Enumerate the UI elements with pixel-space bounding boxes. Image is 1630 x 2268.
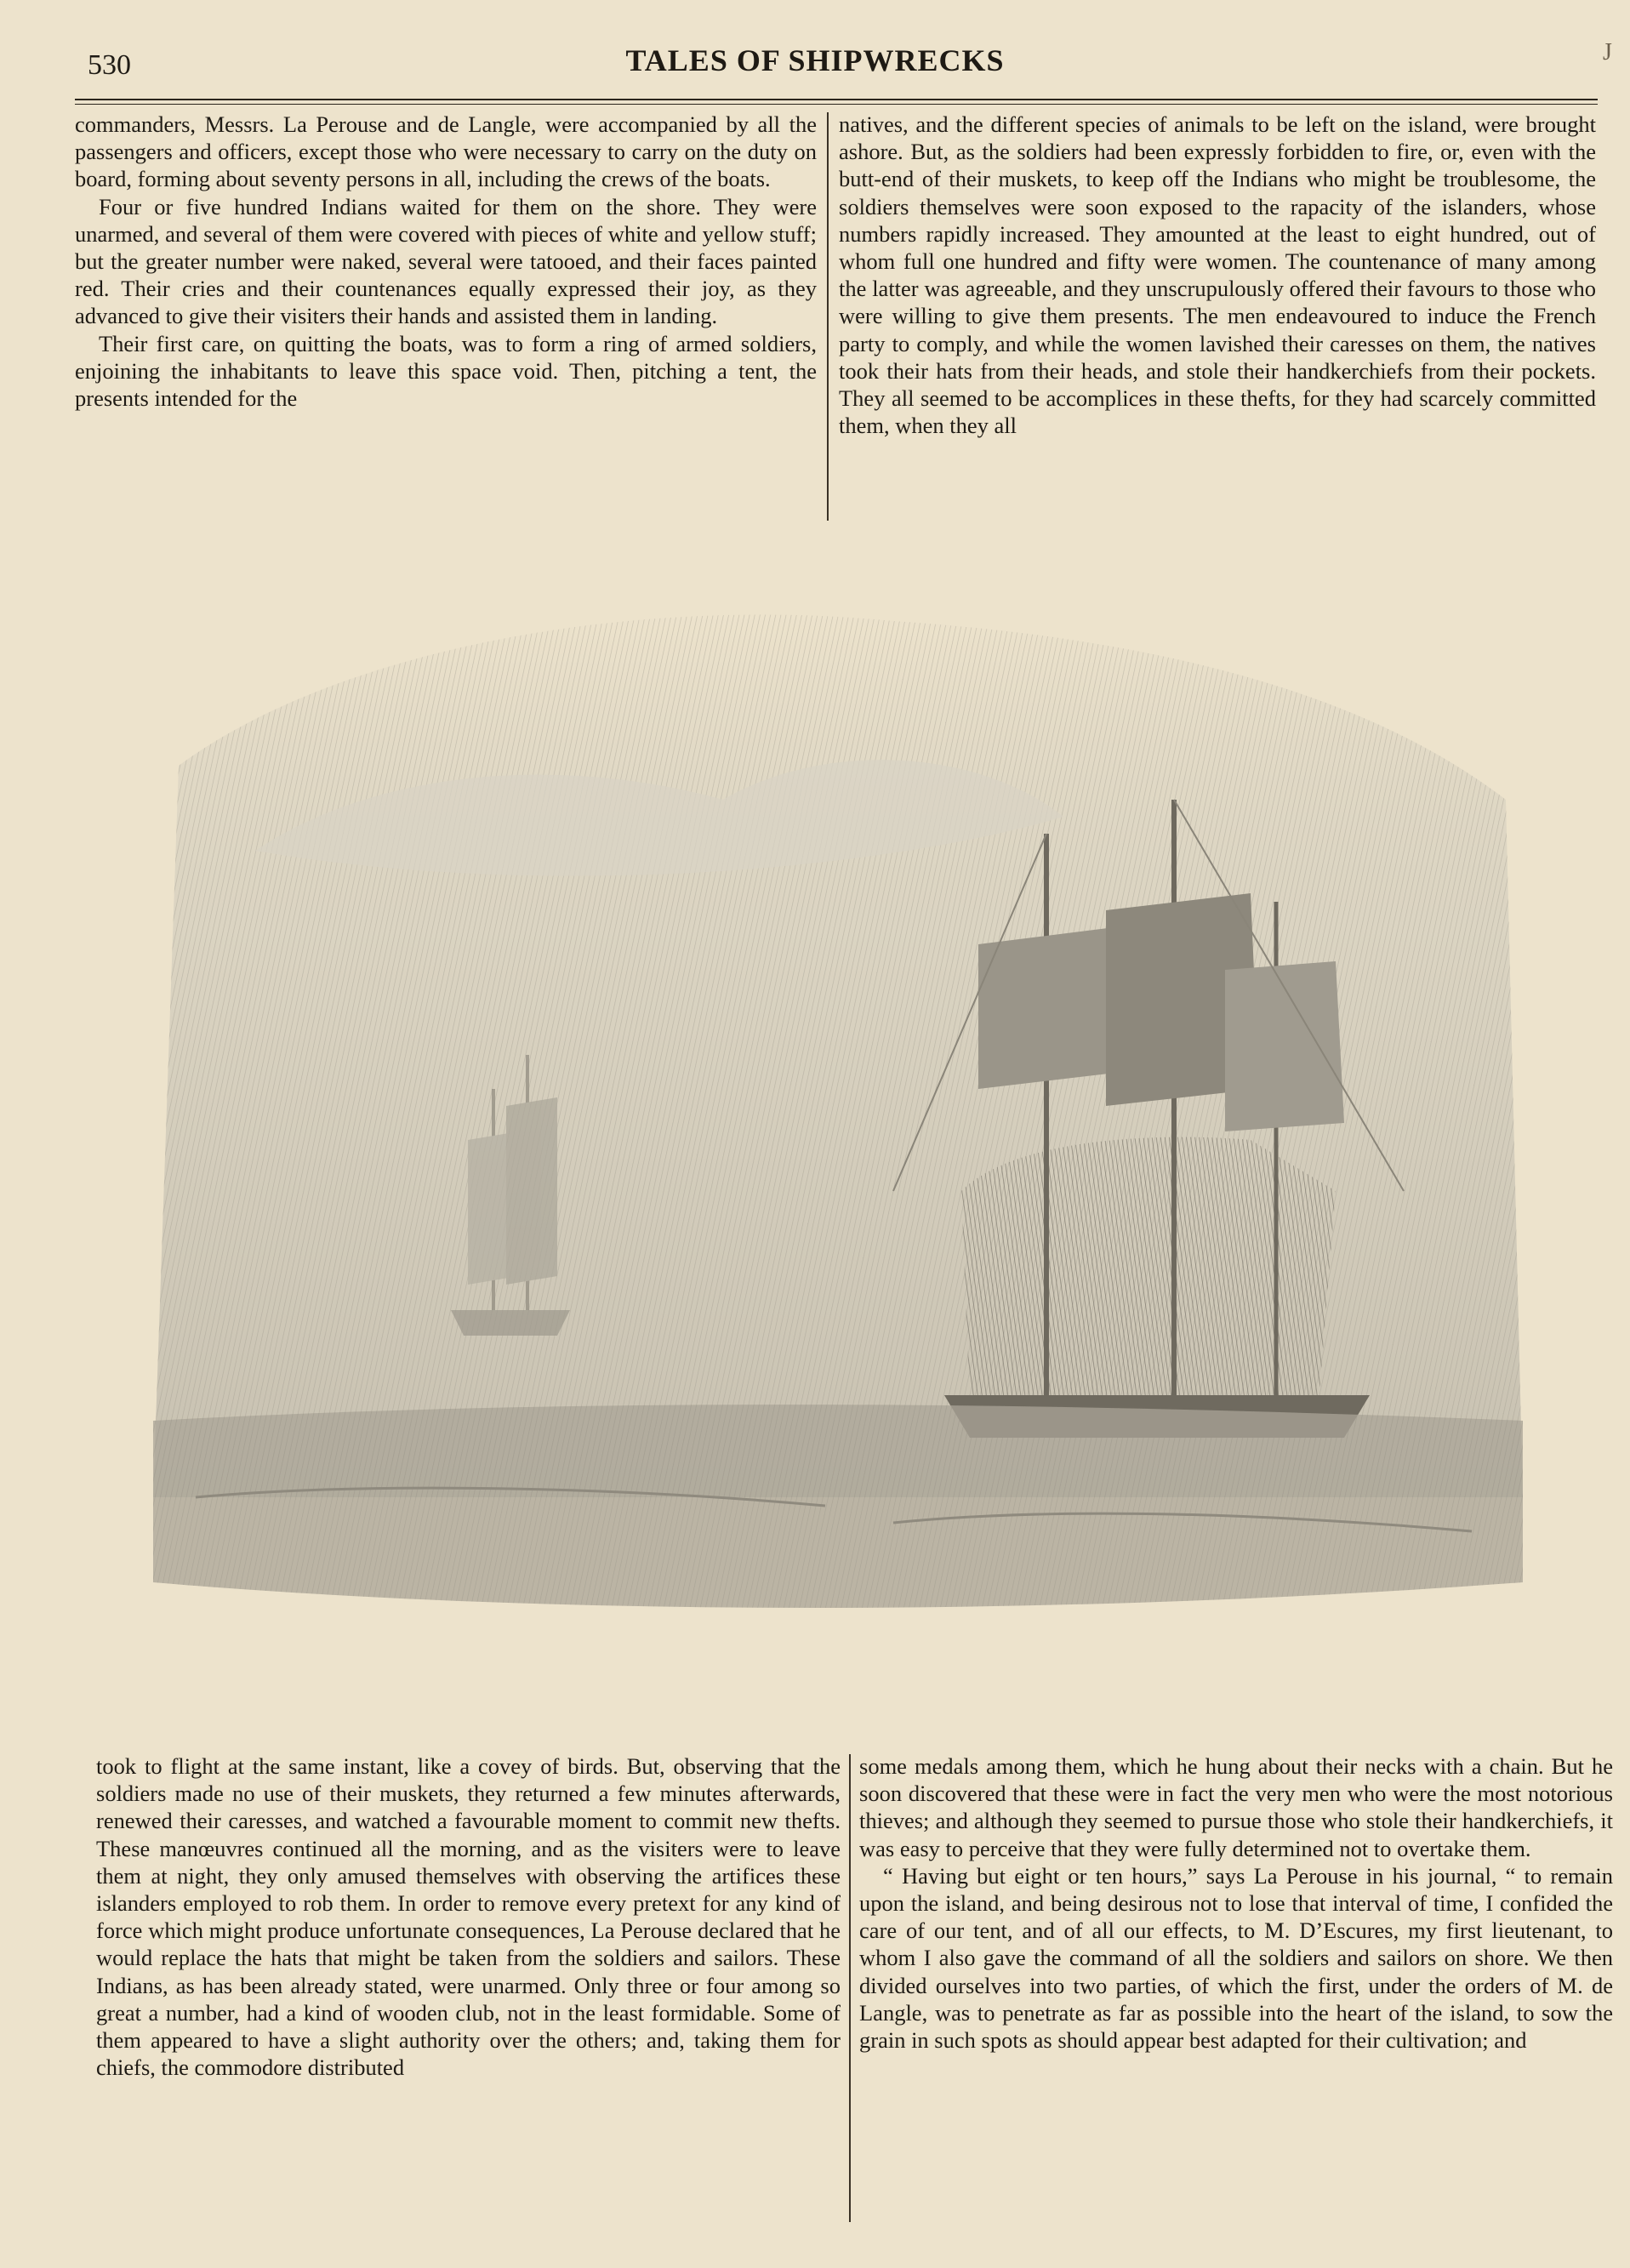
- paragraph: natives, and the different species of animals to be left on the island, were brought ashore. But, as the soldiers had been expressly forbidden to fire, or, even with the butt-end of their muskets, to keep off the Indians who might be troublesome, the soldiers themselves were soon exposed to the rapacity of the islanders, whose numbers rapidly increased. They amounted at the least to eight hundred, out of whom full one hundred and fifty were women. The countenance of many among the latter was agreeable, and they unscrupulously offered their favours to those who were willing to give them presents. The men endeavoured to induce the French party to comply, and while the women lavished their caresses on them, the natives took their hats from their heads, and stole their handkerchiefs from their pockets. They all seemed to be accomplices in these thefts, for they had scarcely committed them, when they all: [839, 111, 1596, 439]
- text-column-bottom-left: [96, 1752, 841, 2229]
- column-divider: [849, 1754, 851, 2222]
- page-number: 530: [88, 49, 131, 81]
- paragraph: Their first care, on quitting the boats, was to form a ring of armed soldiers, enjoining the inhabitants to leave this space void. Then, pitching a tent, the presents intended for the: [75, 330, 817, 412]
- paragraph: took to flight at the same instant, like a covey of birds. But, observing that the soldiers made no use of their muskets, they returned a few minutes afterwards, renewed their caresses, and watched a favourable moment to commit new thefts. These manœuvres continued all the morning, and as the visiters were to leave them at night, they only amused themselves with observing the artifices these islanders employed to rob them. In order to remove every pretext for any kind of force which might produce unfortunate consequences, La Perouse declared that he would replace the hats that might be taken from the soldiers and sailors. These Indians, as has been already stated, were unarmed. Only three or four among so great a number, had a kind of wooden club, not in the least formidable. Some of them appeared to have a slight authority over the others; and, taking them for chiefs, the commodore distributed: [96, 1753, 841, 2081]
- column-divider: [827, 112, 829, 521]
- engraving-illustration-ships: [128, 544, 1540, 1701]
- ships-at-sea-engraving: [128, 544, 1540, 1701]
- text-column-top-left: [75, 111, 817, 527]
- running-header: [0, 31, 1630, 82]
- header-rule: [75, 99, 1598, 100]
- text-column-bottom-right: [859, 1752, 1613, 2229]
- paragraph: “ Having but eight or ten hours,” says La Perouse in his journal, “ to remain upon the island, and being desirous not to lose that interval of time, I confided the care of our tent, and of all our effects, to M. D’Escures, my first lieutenant, to whom I also gave the command of all the soldiers and sailors on shore. We then divided ourselves into two parties, of which the first, under the orders of M. de Langle, was to penetrate as far as possible into the heart of the island, to sow the grain in such spots as should appear best adapted for their cultivation; and: [859, 1862, 1613, 2054]
- running-title: TALES OF SHIPWRECKS: [625, 43, 1005, 77]
- paragraph: some medals among them, which he hung about their necks with a chain. But he soon discovered that these were in fact the very men who were the most notorious thieves; and although they seemed to pursue those who stole their handkerchiefs, it was easy to perceive that they were fully determined not to overtake them.: [859, 1753, 1613, 1861]
- text-column-top-right: [839, 111, 1596, 527]
- paragraph: commanders, Messrs. La Perouse and de Langle, were accompanied by all the passengers and officers, except those who were necessary to carry on the duty on board, forming about seventy persons in all, including the crews of the boats.: [75, 111, 817, 192]
- paragraph: Four or five hundred Indians waited for them on the shore. They were unarmed, and several of them were covered with pieces of white and yellow stuff; but the greater number were naked, several were tatooed, and their faces painted red. Their cries and their countenances equally expressed their joy, as they advanced to give their visiters their hands and assisted them in landing.: [75, 193, 817, 329]
- corner-mark: J: [1603, 39, 1612, 66]
- header-rule-thin: [75, 104, 1598, 105]
